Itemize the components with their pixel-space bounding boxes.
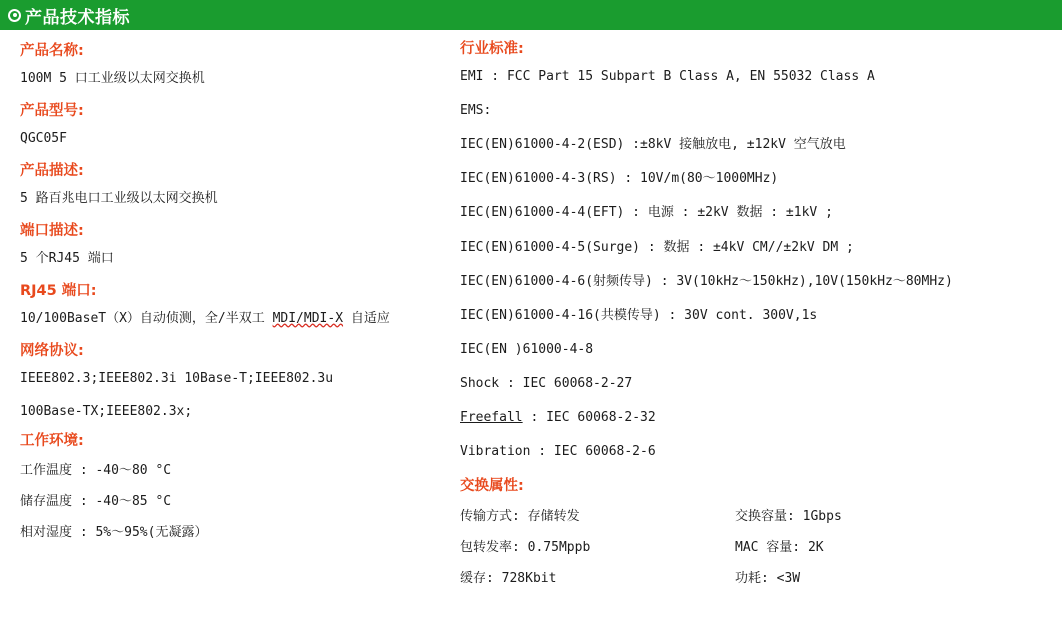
rj45-value-part1: 10/100BaseT（X）自动侦测，全/半双工: [20, 310, 273, 326]
attribute-cell: 功耗: <3W: [735, 571, 801, 587]
switch-attribute-label: 交换属性:: [460, 477, 524, 494]
freefall-term: Freefall: [460, 410, 523, 426]
standard-line: EMS:: [460, 102, 492, 118]
network-protocol-value-2: 100Base-TX;IEEE802.3x;: [20, 403, 193, 419]
standard-line: IEC(EN)61000-4-5(Surge) : 数据 : ±4kV CM//±2kV DM ;: [460, 239, 854, 255]
rj45-port-value: [20, 309, 430, 329]
environment-line: 工作温度 : -40～80 °C: [20, 462, 172, 478]
attribute-cell: 传输方式: 存储转发: [460, 509, 580, 525]
product-model-label: 产品型号:: [20, 102, 84, 119]
page-title: 产品技术指标: [25, 7, 130, 28]
standard-line: IEC(EN)61000-4-2(ESD) :±8kV 接触放电, ±12kV 空气放电: [460, 137, 846, 153]
industry-standard-label: 行业标准:: [460, 41, 524, 57]
standard-line: IEC(EN )61000-4-8: [460, 341, 594, 357]
standard-line: IEC(EN)61000-4-6(射频传导) : 3V(10kHz～150kHz),10V(150kHz～80MHz): [460, 273, 953, 289]
network-protocol-label: 网络协议:: [20, 342, 84, 359]
rj45-value-mdix: MDI/MDI-X: [272, 310, 344, 326]
working-environment-label: 工作环境:: [20, 433, 84, 450]
attribute-cell: 缓存: 728Kbit: [460, 571, 557, 587]
environment-line: 储存温度 : -40～85 °C: [20, 493, 172, 509]
attribute-cell: 交换容量: 1Gbps: [735, 509, 842, 525]
port-description-value: 5 个RJ45 端口: [20, 250, 114, 266]
attribute-cell: 包转发率: 0.75Mppb: [460, 540, 591, 556]
freefall-value: : IEC 60068-2-32: [522, 410, 656, 426]
network-protocol-value-1: IEEE802.3;IEEE802.3i 10Base-T;IEEE802.3u: [20, 370, 334, 386]
product-description-label: 产品描述:: [20, 162, 84, 179]
product-model-value: QGC05F: [20, 130, 67, 146]
spec-columns: [0, 30, 1062, 586]
port-description-label: 端口描述:: [20, 222, 84, 239]
switch-attribute-grid: [460, 505, 1062, 586]
standard-line: IEC(EN)61000-4-4(EFT) : 电源 : ±2kV 数据 : ±1kV ;: [460, 205, 833, 221]
product-name-label: 产品名称:: [20, 43, 84, 59]
page-header-bar: [0, 0, 1062, 30]
rj45-port-label: RJ45 端口:: [20, 282, 97, 299]
vibration-line: Vibration : IEC 60068-2-6: [460, 444, 656, 460]
right-column: [430, 40, 1062, 586]
environment-line: 相对湿度 : 5%～95%(无凝露）: [20, 524, 208, 540]
standard-line: IEC(EN)61000-4-3(RS) : 10V/m(80～1000MHz): [460, 171, 779, 187]
rj45-value-part3: 自适应: [343, 310, 390, 326]
product-description-value: 5 路百兆电口工业级以太网交换机: [20, 190, 218, 206]
standard-line: EMI : FCC Part 15 Subpart B Class A, EN 55032 Class A: [460, 68, 875, 84]
standard-line: Shock : IEC 60068-2-27: [460, 376, 633, 392]
target-circle-icon: [8, 9, 21, 22]
product-name-value: 100M 5 口工业级以太网交换机: [20, 70, 205, 86]
left-column: [0, 40, 430, 586]
attribute-cell: MAC 容量: 2K: [735, 540, 824, 556]
freefall-line: [460, 408, 1062, 428]
standard-line: IEC(EN)61000-4-16(共模传导) : 30V cont. 300V,1s: [460, 307, 818, 323]
